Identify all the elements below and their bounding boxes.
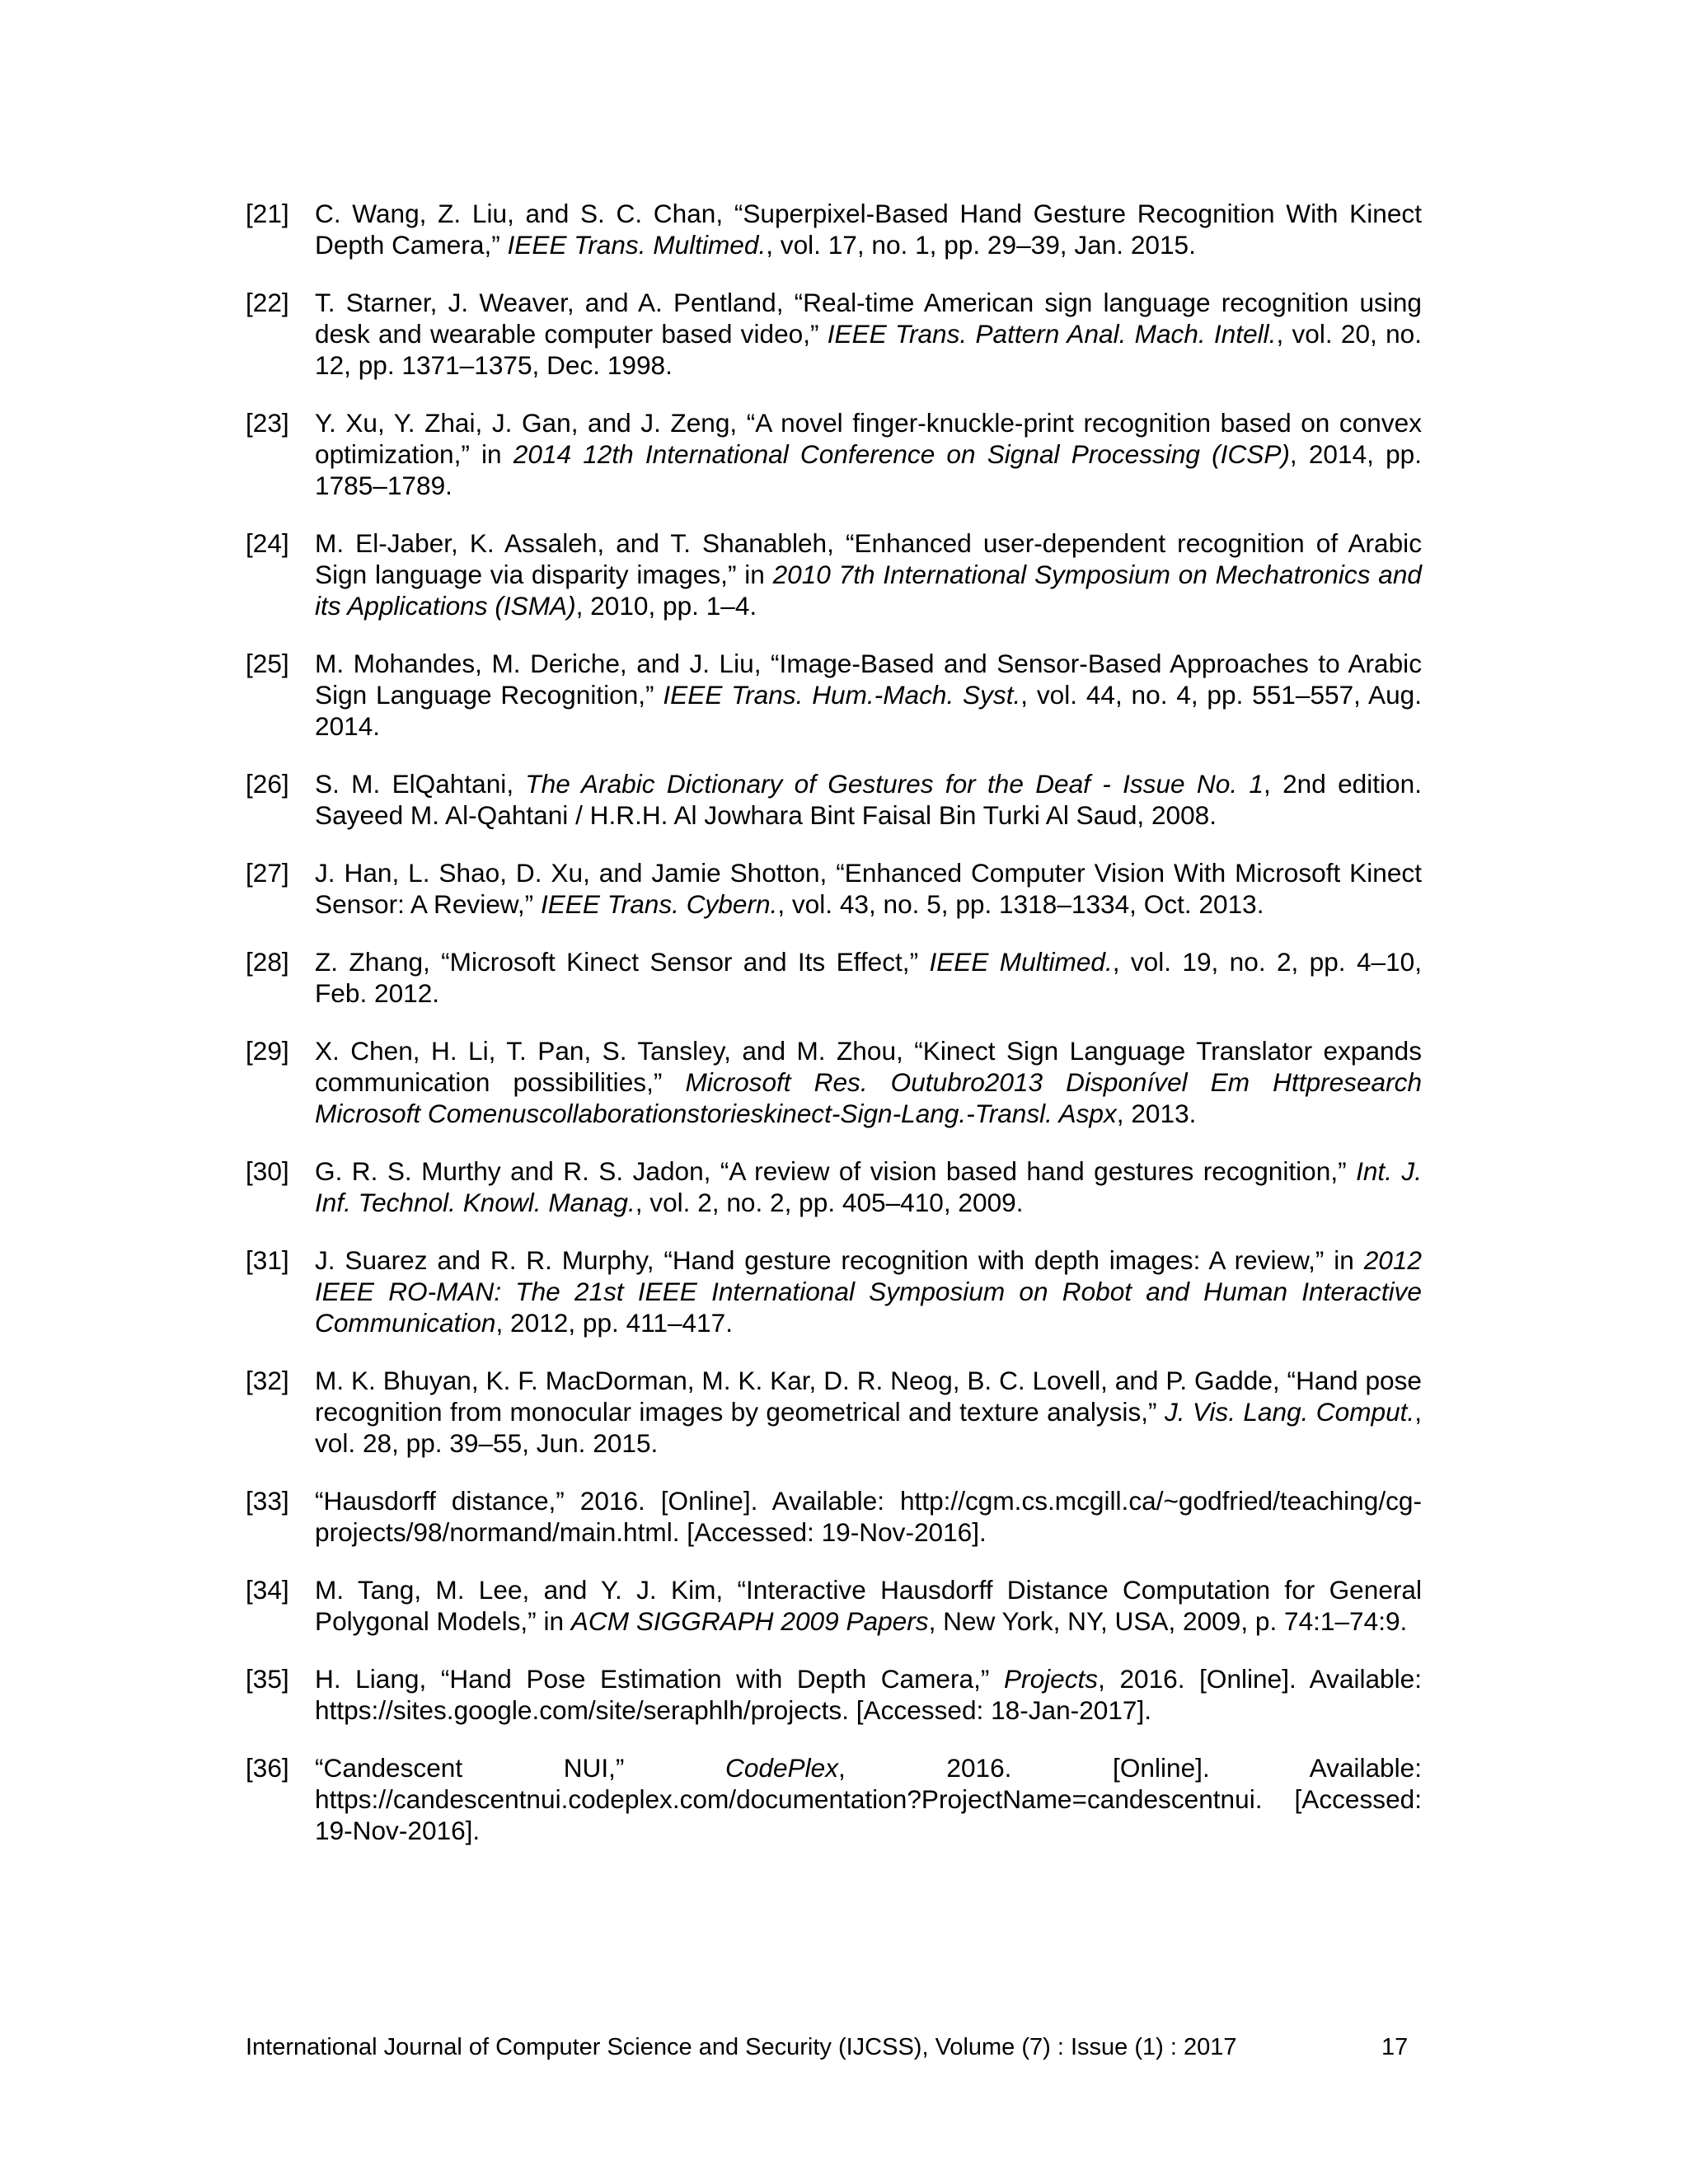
reference-number: [29]	[246, 1036, 289, 1066]
reference-text-segment: Z. Zhang, “Microsoft Kinect Sensor and Its Effect,”	[315, 947, 930, 977]
reference-venue: Projects	[1003, 1664, 1099, 1694]
reference-text-segment: , 2nd edition. Sayeed M. Al-Qahtani / H.R.H. Al Jowhara Bint Faisal Bin Turki Al Saud, 2008.	[315, 769, 1422, 830]
reference-text-segment: , 2016. [Online]. Available: https://sites.google.com/site/seraphlh/projects. [Accessed: 18-Jan-2017].	[315, 1664, 1422, 1725]
reference-venue: IEEE Trans. Cybern.	[540, 889, 778, 919]
reference-entry	[246, 1244, 1422, 1338]
reference-number: [30]	[246, 1156, 289, 1186]
reference-entry	[246, 287, 1422, 381]
reference-venue: 2014 12th International Conference on Signal Processing (ICSP)	[513, 439, 1290, 469]
reference-venue: J. Vis. Lang. Comput.	[1164, 1397, 1415, 1427]
reference-text	[315, 857, 1422, 920]
reference-number: [33]	[246, 1486, 289, 1516]
reference-number: [32]	[246, 1366, 289, 1395]
reference-text	[315, 1365, 1422, 1459]
reference-number: [27]	[246, 858, 289, 888]
reference-venue: ACM SIGGRAPH 2009 Papers	[570, 1606, 929, 1636]
reference-number: [25]	[246, 649, 289, 678]
reference-text	[315, 1663, 1422, 1726]
reference-entry	[246, 527, 1422, 621]
reference-text-segment: , vol. 44, no. 4, pp. 551–557, Aug. 2014.	[315, 680, 1422, 741]
reference-text-segment: , vol. 17, no. 1, pp. 29–39, Jan. 2015.	[766, 230, 1196, 260]
page-number: 17	[1381, 2034, 1409, 2060]
reference-entry	[246, 768, 1422, 831]
reference-number: [22]	[246, 288, 289, 317]
reference-text-segment: , 2014, pp. 1785–1789.	[315, 439, 1422, 500]
reference-entry	[246, 1035, 1422, 1129]
reference-text	[315, 1155, 1422, 1218]
reference-text-segment: , vol. 28, pp. 39–55, Jun. 2015.	[315, 1397, 1422, 1458]
reference-text-segment: M. El-Jaber, K. Assaleh, and T. Shanableh, “Enhanced user-dependent recognition of Arabic Sign language via disparity images,” in	[315, 528, 1422, 589]
reference-number: [26]	[246, 769, 289, 799]
reference-venue: 2010 7th International Symposium on Mechatronics and its Applications (ISMA)	[315, 560, 1422, 621]
reference-number: [21]	[246, 199, 289, 228]
reference-number: [23]	[246, 408, 289, 438]
reference-text-segment: H. Liang, “Hand Pose Estimation with Depth Camera,”	[315, 1664, 1004, 1694]
reference-entry	[246, 1752, 1422, 1846]
reference-text-segment: , vol. 43, no. 5, pp. 1318–1334, Oct. 2013.	[777, 889, 1264, 919]
reference-text-segment: , vol. 20, no. 12, pp. 1371–1375, Dec. 1998.	[315, 319, 1422, 380]
reference-entry	[246, 1155, 1422, 1218]
reference-text-segment: X. Chen, H. Li, T. Pan, S. Tansley, and M. Zhou, “Kinect Sign Language Translator expands communication possibilities,”	[315, 1036, 1422, 1097]
reference-text-segment: , New York, NY, USA, 2009, p. 74:1–74:9.	[928, 1606, 1408, 1636]
reference-text-segment: G. R. S. Murthy and R. S. Jadon, “A review of vision based hand gestures recognition,”	[315, 1156, 1357, 1186]
footer-journal-citation: International Journal of Computer Science and Security (IJCSS), Volume (7) : Issue (1) : 2017	[246, 2034, 1237, 2060]
reference-text	[315, 1244, 1422, 1338]
reference-number: [24]	[246, 528, 289, 558]
reference-number: [36]	[246, 1753, 289, 1783]
reference-text	[315, 407, 1422, 501]
reference-text-segment: M. K. Bhuyan, K. F. MacDorman, M. K. Kar, D. R. Neog, B. C. Lovell, and P. Gadde, “Hand pose recognition from monocular images by geometrical and texture analysis,”	[315, 1366, 1422, 1427]
reference-venue: IEEE Trans. Hum.-Mach. Syst.	[663, 680, 1021, 710]
reference-text-segment: T. Starner, J. Weaver, and A. Pentland, “Real-time American sign language recognition using desk and wearable computer based video,”	[315, 288, 1422, 349]
reference-entry	[246, 648, 1422, 742]
reference-entry	[246, 1365, 1422, 1459]
reference-text-segment: , vol. 2, no. 2, pp. 405–410, 2009.	[635, 1188, 1024, 1217]
reference-text-segment: , 2012, pp. 411–417.	[495, 1308, 734, 1338]
reference-text	[315, 1035, 1422, 1129]
reference-text	[315, 1574, 1422, 1637]
reference-text	[315, 946, 1422, 1009]
reference-number: [31]	[246, 1245, 289, 1275]
reference-text-segment: M. Mohandes, M. Deriche, and J. Liu, “Image-Based and Sensor-Based Approaches to Arabic Sign Language Recognition,”	[315, 649, 1422, 710]
reference-venue: Int. J. Inf. Technol. Knowl. Manag.	[315, 1156, 1422, 1217]
reference-text-segment: , 2013.	[1116, 1099, 1197, 1128]
reference-entry	[246, 1663, 1422, 1726]
reference-entry	[246, 198, 1422, 260]
reference-text-segment: C. Wang, Z. Liu, and S. C. Chan, “Superpixel-Based Hand Gesture Recognition With Kinect Depth Camera,”	[315, 199, 1422, 260]
reference-venue: IEEE Multimed.	[929, 947, 1113, 977]
reference-text-segment: “Hausdorff distance,” 2016. [Online]. Available: http://cgm.cs.mcgill.ca/~godfried/teaching/cg-projects/98/normand/main.html. [Accessed: 19-Nov-2016].	[315, 1486, 1422, 1547]
reference-entry	[246, 1485, 1422, 1548]
reference-number: [28]	[246, 947, 289, 977]
reference-venue: CodePlex	[725, 1753, 839, 1783]
reference-text	[315, 198, 1422, 260]
reference-text-segment: S. M. ElQahtani,	[315, 769, 526, 799]
reference-list	[246, 198, 1422, 1872]
reference-venue: IEEE Trans. Multimed.	[507, 230, 767, 260]
reference-number: [34]	[246, 1575, 289, 1605]
reference-venue: Microsoft Res. Outubro2013 Disponível Em Httpresearch Microsoft Comenuscollaborationstorieskinect-Sign-Lang.-Transl. Aspx	[315, 1067, 1423, 1128]
reference-text-segment: , vol. 19, no. 2, pp. 4–10, Feb. 2012.	[315, 947, 1423, 1008]
reference-text	[315, 287, 1422, 381]
reference-text-segment: J. Suarez and R. R. Murphy, “Hand gesture recognition with depth images: A review,” in	[315, 1245, 1364, 1275]
reference-entry	[246, 1574, 1422, 1637]
reference-text	[315, 1752, 1422, 1846]
reference-text	[315, 768, 1422, 831]
reference-text-segment: M. Tang, M. Lee, and Y. J. Kim, “Interactive Hausdorff Distance Computation for General Polygonal Models,” in	[315, 1575, 1422, 1636]
reference-text-segment: “Candescent NUI,”	[315, 1753, 726, 1783]
reference-text	[315, 1485, 1422, 1548]
reference-venue: 2012 IEEE RO-MAN: The 21st IEEE International Symposium on Robot and Human Interactive Communication	[315, 1245, 1422, 1338]
reference-text-segment: Y. Xu, Y. Zhai, J. Gan, and J. Zeng, “A novel finger-knuckle-print recognition based on convex optimization,” in	[315, 408, 1422, 469]
reference-text	[315, 648, 1422, 742]
reference-text-segment: , 2010, pp. 1–4.	[575, 591, 757, 621]
reference-text-segment: , 2016. [Online]. Available: https://candescentnui.codeplex.com/documentation?ProjectName=candescentnui. [Accessed: 19-Nov-2016].	[315, 1753, 1422, 1845]
reference-entry	[246, 407, 1422, 501]
reference-number: [35]	[246, 1664, 289, 1694]
reference-venue: IEEE Trans. Pattern Anal. Mach. Intell.	[827, 319, 1277, 349]
reference-text	[315, 527, 1422, 621]
reference-entry	[246, 857, 1422, 920]
reference-venue: The Arabic Dictionary of Gestures for the Deaf - Issue No. 1	[525, 769, 1264, 799]
reference-entry	[246, 946, 1422, 1009]
reference-text-segment: J. Han, L. Shao, D. Xu, and Jamie Shotton, “Enhanced Computer Vision With Microsoft Kinect Sensor: A Review,”	[315, 858, 1422, 919]
